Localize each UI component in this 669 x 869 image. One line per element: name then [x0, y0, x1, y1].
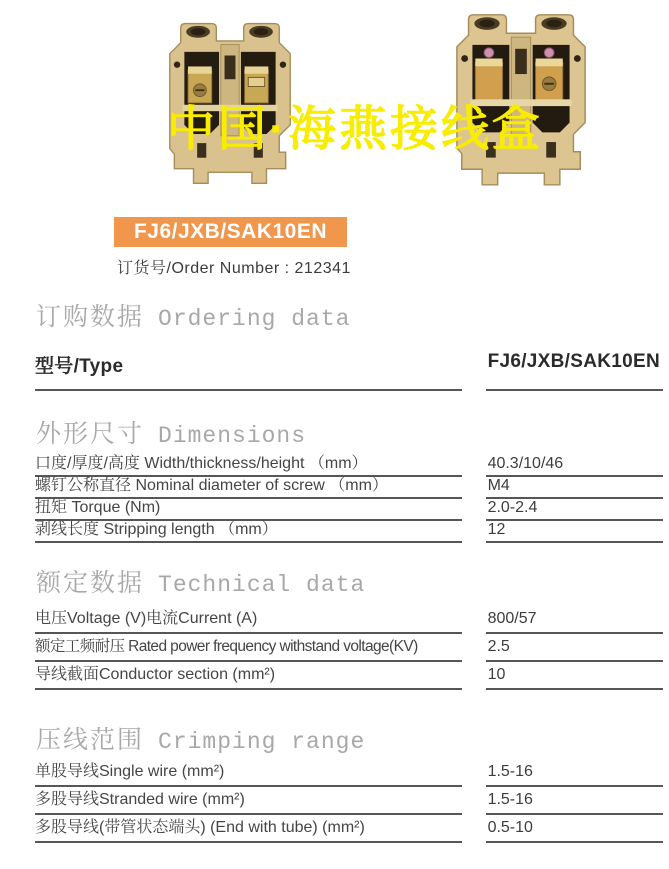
table-row: [35, 521, 663, 543]
row-value: 2.0-2.4: [486, 499, 663, 521]
row-value: 1.5-16: [486, 787, 663, 815]
row-value: 40.3/10/46: [486, 455, 663, 477]
section-title-crimping-range: [36, 720, 365, 756]
row-value: 0.5-10: [486, 815, 663, 843]
table-row: [35, 662, 663, 690]
table-row: [35, 815, 663, 843]
table-row: [35, 634, 663, 662]
row-label: 单股导线Single wire (mm²): [35, 759, 462, 787]
row-label: 导线截面Conductor section (mm²): [35, 662, 462, 690]
row-label: 螺钉公称直径 Nominal diameter of screw （mm）: [35, 477, 462, 499]
row-value: 1.5-16: [486, 759, 663, 787]
row-label: 额定工频耐压 Rated power frequency withstand voltage(KV): [35, 634, 462, 662]
row-label: 口度/厚度/高度 Width/thickness/height （mm）: [35, 455, 462, 477]
table-row: [35, 787, 663, 815]
section-title-ordering-data: [36, 297, 350, 333]
section-title-en: Dimensions: [158, 423, 307, 449]
section-title-en: Technical data: [158, 572, 366, 598]
section-title-cn: 订购数据: [36, 303, 145, 331]
technical-data-table: [35, 606, 663, 690]
table-row: [35, 759, 663, 787]
row-label: 剥线长度 Stripping length （mm）: [35, 521, 462, 543]
column-gap: [462, 349, 486, 391]
section-title-cn: 外形尺寸: [36, 420, 145, 448]
section-title-cn: 额定数据: [36, 569, 145, 597]
section-title-dimensions: [36, 414, 306, 450]
row-label: 电压Voltage (V)电流Current (A): [35, 606, 462, 634]
row-label-type: 型号/Type: [35, 349, 462, 391]
section-title-technical-data: [36, 563, 365, 599]
model-badge: FJ6/JXB/SAK10EN: [114, 217, 347, 247]
row-label: 多股导线Stranded wire (mm²): [35, 787, 462, 815]
row-value: 2.5: [486, 634, 663, 662]
section-title-en: Crimping range: [158, 729, 366, 755]
section-title-cn: 压线范围: [36, 726, 145, 754]
row-value: 12: [486, 521, 663, 543]
row-value: 800/57: [486, 606, 663, 634]
row-value-type: FJ6/JXB/SAK10EN: [486, 349, 663, 391]
row-value: M4: [486, 477, 663, 499]
table-row: [35, 606, 663, 634]
row-value: 10: [486, 662, 663, 690]
watermark-text: 中国·海燕接线盒: [167, 103, 543, 156]
row-label: 扭矩 Torque (Nm): [35, 499, 462, 521]
crimping-range-table: [35, 759, 663, 843]
section-title-en: Ordering data: [158, 306, 351, 332]
row-label: 多股导线(带管状态端头) (End with tube) (mm²): [35, 815, 462, 843]
order-number: 订货号/Order Number : 212341: [117, 260, 351, 277]
dimensions-table: [35, 455, 663, 543]
table-row-type: [35, 349, 663, 391]
